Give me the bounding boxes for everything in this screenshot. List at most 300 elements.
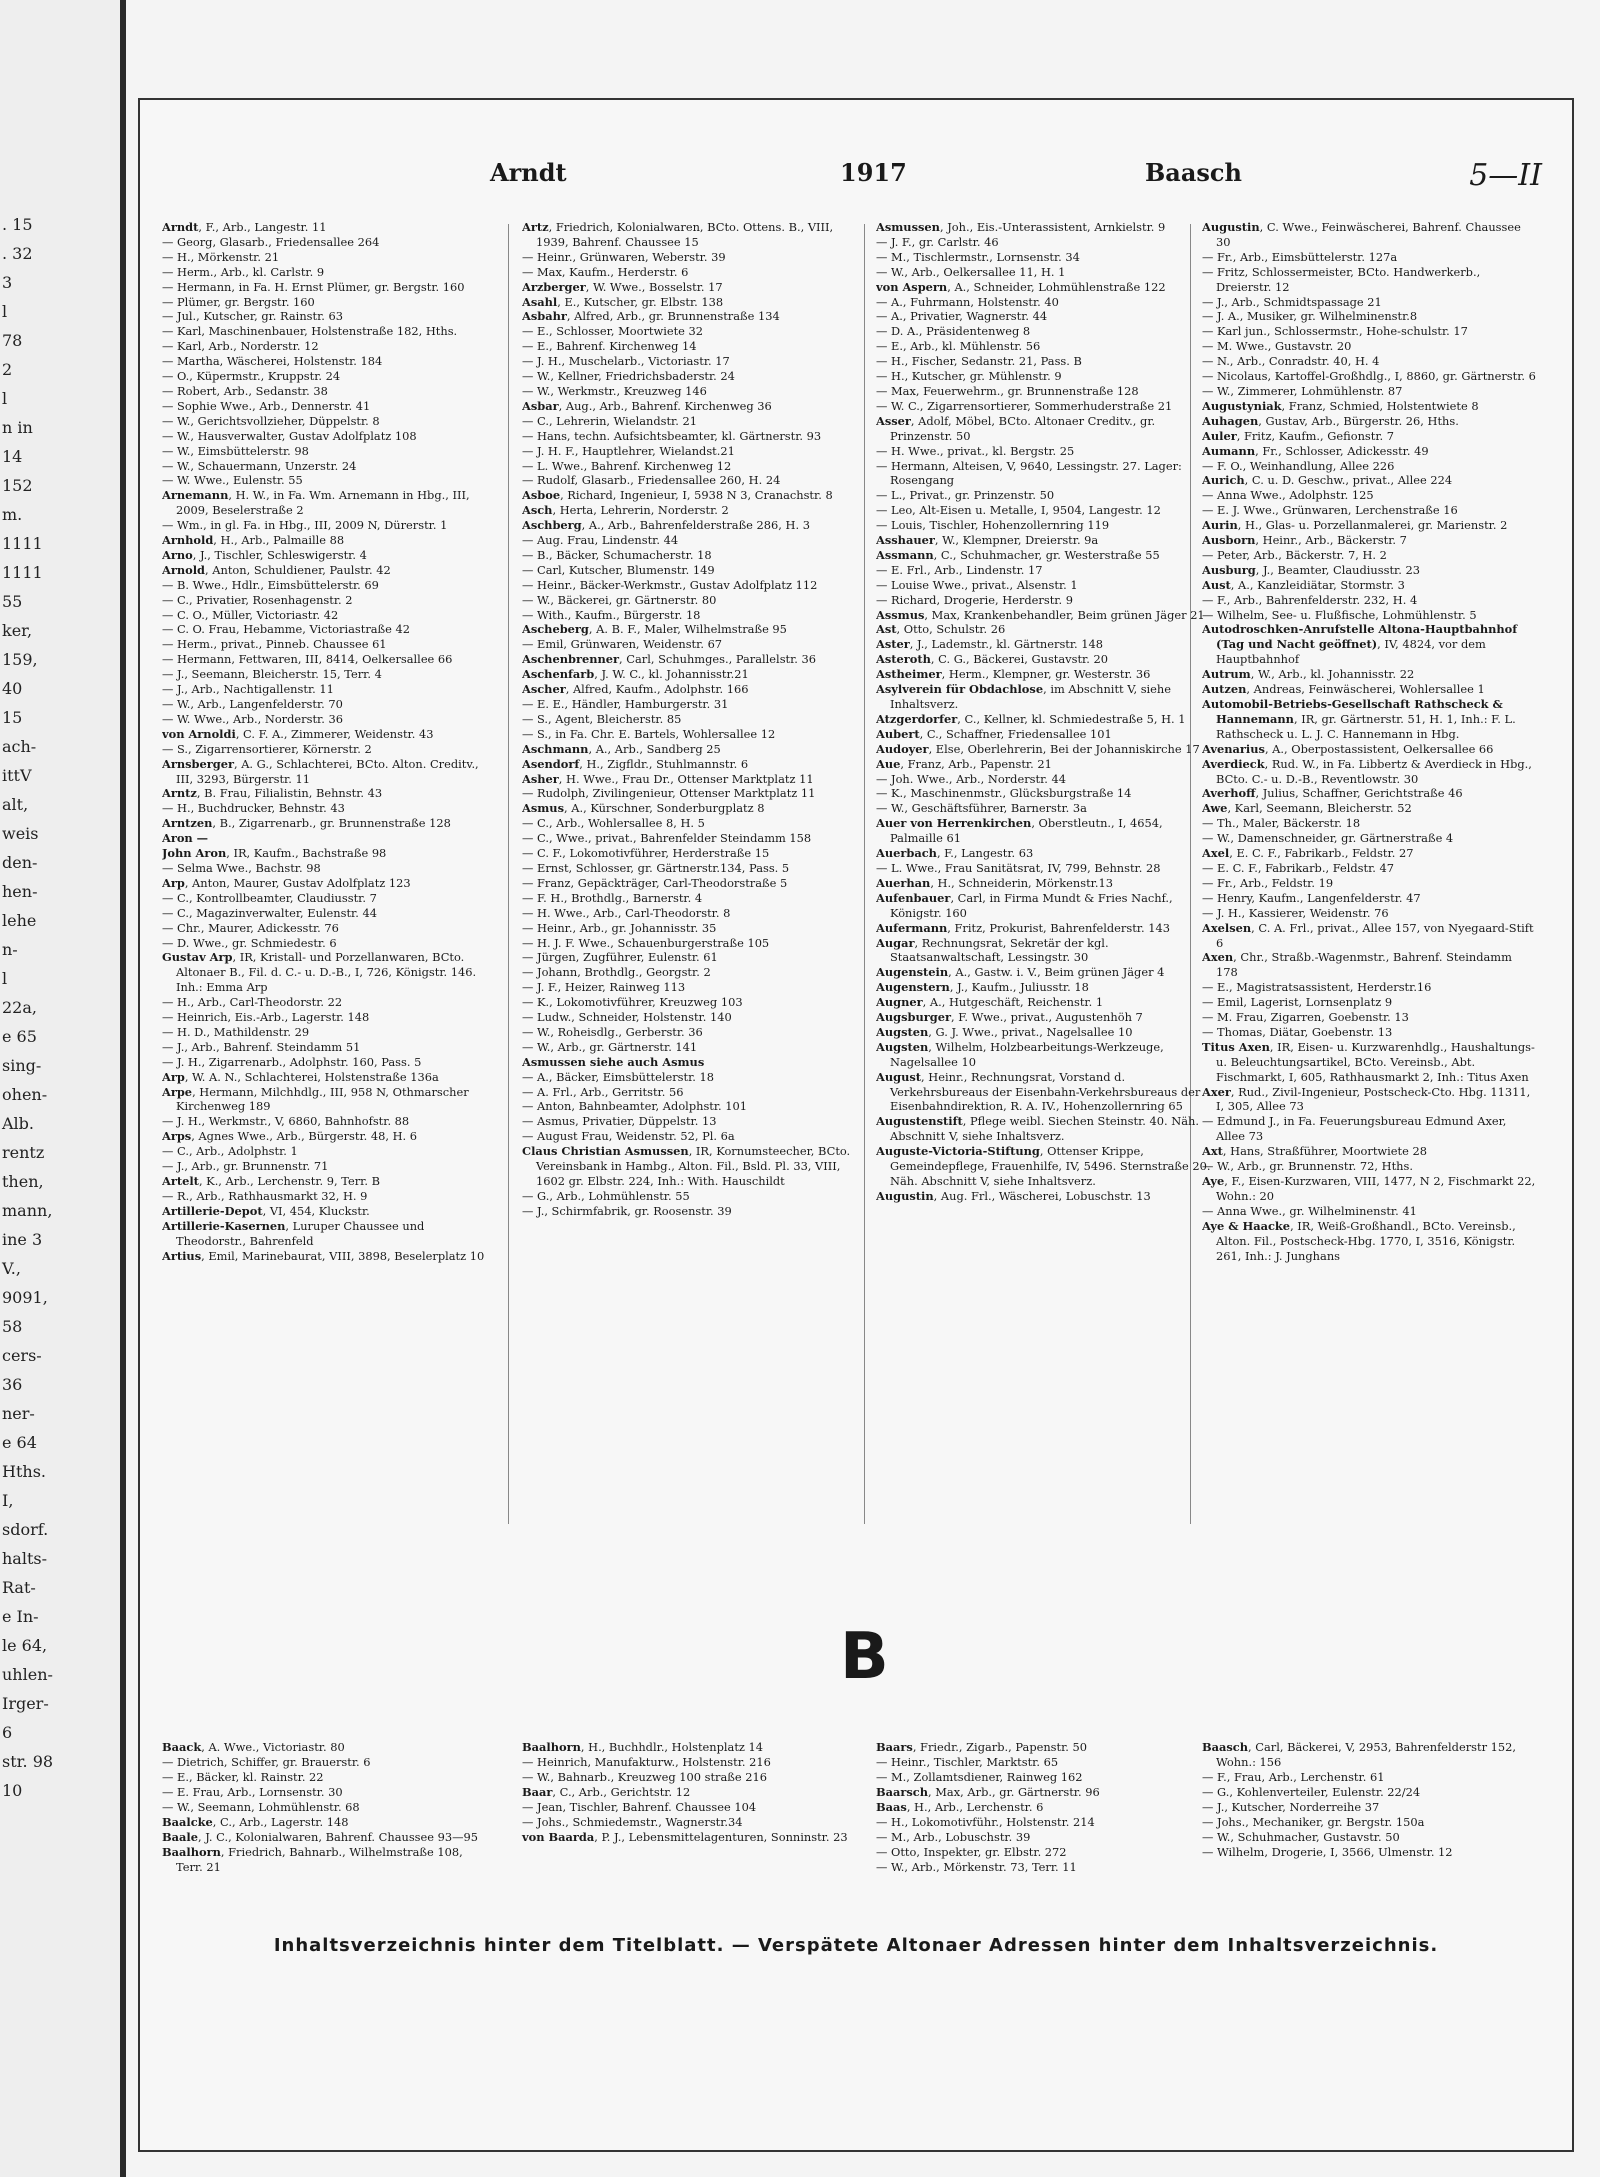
directory-entry: Claus Christian Asmussen, IR, Kornumsteecher, BCto. Vereinsbank in Hambg., Alton. Fil., Bsld. Pl. 33, VIII, 1602 gr. Elbstr. 224, Inh.: With. Hauschildt <box>522 1144 851 1188</box>
directory-entry: — Aug. Frau, Lindenstr. 44 <box>522 533 679 548</box>
directory-entry: — E. Frau, Arb., Lornsenstr. 30 <box>162 1785 343 1799</box>
directory-entry: — W. Wwe., Eulenstr. 55 <box>162 473 303 488</box>
directory-entry: Auhagen, Gustav, Arb., Bürgerstr. 26, Hths. <box>1202 413 1459 428</box>
directory-entry: Autzen, Andreas, Feinwäscherei, Wohlersallee 1 <box>1202 682 1485 697</box>
entry-surname: Asteroth <box>876 652 931 667</box>
directory-entry: — Ernst, Schlosser, gr. Gärtnerstr.134, Pass. 5 <box>522 860 790 875</box>
directory-entry: Axel, E. C. F., Fabrikarb., Feldstr. 27 <box>1202 846 1414 861</box>
directory-entry: Arnsberger, A. G., Schlachterei, BCto. Alton. Creditv., III, 3293, Bürgerstr. 11 <box>162 756 479 786</box>
entry-surname: Autzen <box>1202 682 1247 697</box>
directory-entry: Baarsch, Max, Arb., gr. Gärtnerstr. 96 <box>876 1785 1100 1799</box>
directory-entry: Auguste-Victoria-Stiftung, Ottenser Krippe, Gemeindepflege, Frauenhilfe, IV, 5496. Sternstraße 20. Näh. Abschnitt V, siehe Inhaltsverz. <box>876 1144 1211 1188</box>
directory-entry: — L. Wwe., Bahrenf. Kirchenweg 12 <box>522 458 732 473</box>
previous-page-fragment: sdorf. <box>2 1520 49 1539</box>
directory-entry: — Hermann, Alteisen, V, 9640, Lessingstr. 27. Lager: Rosengang <box>876 458 1182 488</box>
directory-entry: — Johs., Schmiedemstr., Wagnerstr.34 <box>522 1815 743 1829</box>
directory-entry: Astheimer, Herm., Klempner, gr. Westerstr. 36 <box>876 667 1151 682</box>
directory-entry: Baars, Friedr., Zigarb., Papenstr. 50 <box>876 1740 1088 1754</box>
directory-entry: Baalcke, C., Arb., Lagerstr. 148 <box>162 1815 349 1829</box>
directory-entry: Ascher, Alfred, Kaufm., Adolphstr. 166 <box>522 682 749 697</box>
directory-entry: — Chr., Maurer, Adickesstr. 76 <box>162 920 339 935</box>
directory-entry: Aufenbauer, Carl, in Firma Mundt & Fries Nachf., Königstr. 160 <box>876 890 1173 920</box>
directory-entry: — Johs., Mechaniker, gr. Bergstr. 150a <box>1202 1815 1425 1829</box>
directory-entry: — C. F., Lokomotivführer, Herderstraße 15 <box>522 846 770 861</box>
directory-entry: — E. J. Wwe., Grünwaren, Lerchenstraße 16 <box>1202 503 1458 518</box>
directory-entry: — G., Arb., Lohmühlenstr. 55 <box>522 1188 690 1203</box>
entry-surname: Augsten <box>876 1039 929 1054</box>
previous-page-fragment: 9091, <box>2 1288 48 1307</box>
directory-entry: — Heinrich, Manufakturw., Holstenstr. 216 <box>522 1755 771 1769</box>
entry-surname: Artillerie-Kasernen <box>162 1218 286 1233</box>
previous-page-fragment: ittV <box>2 766 32 785</box>
directory-entry: Aschenfarb, J. W. C., kl. Johannisstr.21 <box>522 667 749 682</box>
entry-surname: August <box>876 1069 922 1084</box>
directory-entry: — J., Arb., Nachtigallenstr. 11 <box>162 682 334 697</box>
directory-entry: — J. H., Muschelarb., Victoriastr. 17 <box>522 354 730 369</box>
previous-page-fragment: rentz <box>2 1143 45 1162</box>
directory-entry: — Plümer, gr. Bergstr. 160 <box>162 294 315 309</box>
entry-surname: Augustenstift <box>876 1114 963 1129</box>
directory-entry: — J., Kutscher, Norderreihe 37 <box>1202 1800 1380 1814</box>
directory-entry: — Franz, Gepäckträger, Carl-Theodorstraße 5 <box>522 875 788 890</box>
page-header <box>140 158 1572 198</box>
entry-surname: Baalhorn <box>162 1845 221 1859</box>
directory-entry: — E. C. F., Fabrikarb., Feldstr. 47 <box>1202 860 1395 875</box>
directory-entry: Axelsen, C. A. Frl., privat., Allee 157, von Nyegaard-Stift 6 <box>1202 920 1534 950</box>
previous-page-fragment: 1111 <box>2 534 43 553</box>
previous-page-fragment: weis <box>2 824 39 843</box>
directory-entry: — H. J. F. Wwe., Schauenburgerstraße 105 <box>522 935 770 950</box>
directory-entry: — H., Arb., Carl-Theodorstr. 22 <box>162 995 343 1010</box>
directory-entry: Atzgerdorfer, C., Kellner, kl. Schmiedestraße 5, H. 1 <box>876 711 1186 726</box>
entries-column-1 <box>162 220 497 1490</box>
directory-entry: Aschmann, A., Arb., Sandberg 25 <box>522 741 721 756</box>
previous-page-fragment: Hths. <box>2 1462 46 1481</box>
directory-entry: — Hans, techn. Aufsichtsbeamter, kl. Gärtnerstr. 93 <box>522 428 822 443</box>
directory-entry: Aye, F., Eisen-Kurzwaren, VIII, 1477, N 2, Fischmarkt 22, Wohn.: 20 <box>1202 1174 1536 1203</box>
directory-entry: Asteroth, C. G., Bäckerei, Gustavstr. 20 <box>876 652 1108 667</box>
directory-entry <box>162 831 497 846</box>
directory-entry: — Sophie Wwe., Arb., Dennerstr. 41 <box>162 398 371 413</box>
entry-surname: Augsten <box>876 1024 929 1039</box>
entry-surname: Aufenbauer <box>876 890 951 905</box>
directory-entry: — W., Gerichtsvollzieher, Düppelstr. 8 <box>162 413 380 428</box>
entry-surname: Asher <box>522 771 559 786</box>
previous-page-fragment: hen- <box>2 882 38 901</box>
directory-entry: Aumann, Fr., Schlosser, Adickesstr. 49 <box>1202 443 1429 458</box>
previous-page-fragment: ine 3 <box>2 1230 43 1249</box>
entry-surname: Asylverein für Obdachlose <box>876 682 1044 697</box>
previous-page-fragment: uhlen- <box>2 1665 53 1684</box>
previous-page-fragment: 58 <box>2 1317 23 1336</box>
section-letter: B <box>840 1620 889 1694</box>
directory-entry: — Martha, Wäscherei, Holstenstr. 184 <box>162 354 383 369</box>
entry-surname: Arnsberger <box>162 756 234 771</box>
directory-entry: Augenstern, J., Kaufm., Juliusstr. 18 <box>876 980 1089 995</box>
entry-surname: Awe <box>1202 801 1228 816</box>
directory-entry: — With., Kaufm., Bürgerstr. 18 <box>522 607 701 622</box>
directory-entry: — Anna Wwe., gr. Wilhelminenstr. 41 <box>1202 1203 1417 1218</box>
directory-entry: — W., Eimsbüttelerstr. 98 <box>162 443 309 458</box>
header-last-name: Baasch <box>1145 158 1242 187</box>
directory-entry: — S., Agent, Bleicherstr. 85 <box>522 711 682 726</box>
directory-entry: — Heinr., Tischler, Marktstr. 65 <box>876 1755 1059 1769</box>
directory-entry: — Hermann, Fettwaren, III, 8414, Oelkersallee 66 <box>162 652 453 667</box>
directory-entry: — Louis, Tischler, Hohenzollernring 119 <box>876 518 1110 533</box>
directory-entry: — W., Roheisdlg., Gerberstr. 36 <box>522 1024 703 1039</box>
directory-entry: — C., Wwe., privat., Bahrenfelder Steindamm 158 <box>522 831 812 846</box>
directory-entry: Arnhold, H., Arb., Palmaille 88 <box>162 533 345 548</box>
entry-surname: Autodroschken-Anrufstelle Altona-Hauptbahnhof (Tag und Nacht geöffnet) <box>1202 622 1518 652</box>
directory-entry: Awe, Karl, Seemann, Bleicherstr. 52 <box>1202 801 1412 816</box>
entry-surname: Asshauer <box>876 533 935 548</box>
directory-entry: — K., Maschinenmstr., Glücksburgstraße 14 <box>876 786 1132 801</box>
directory-entry: — Nicolaus, Kartoffel-Großhdlg., I, 8860, gr. Gärtnerstr. 6 <box>1202 369 1536 384</box>
directory-entry: — E. E., Händler, Hamburgerstr. 31 <box>522 697 729 711</box>
column-divider <box>864 224 865 1524</box>
directory-entry: — W., Bäckerei, gr. Gärtnerstr. 80 <box>522 592 717 607</box>
previous-page-fragment: Rat- <box>2 1578 36 1597</box>
directory-entry: Augsten, G. J. Wwe., privat., Nagelsallee 10 <box>876 1024 1133 1039</box>
directory-entry: — E., Bäcker, kl. Rainstr. 22 <box>162 1770 324 1784</box>
previous-page-fragment: 78 <box>2 331 23 350</box>
b-entries-column-3 <box>876 1740 1206 1875</box>
directory-entry: Ascheberg, A. B. F., Maler, Wilhelmstraße 95 <box>522 622 787 637</box>
directory-entry: Augenstein, A., Gastw. i. V., Beim grünen Jäger 4 <box>876 965 1165 980</box>
previous-page-edge <box>0 0 126 2177</box>
directory-entry: — Fritz, Schlossermeister, BCto. Handwerkerb., Dreierstr. 12 <box>1202 264 1481 294</box>
directory-entry: Arp, W. A. N., Schlachterei, Holstenstraße 136a <box>162 1069 439 1084</box>
directory-entry: Aue, Franz, Arb., Papenstr. 21 <box>876 756 1052 771</box>
entry-surname: Titus Axen <box>1202 1039 1270 1054</box>
entry-surname: Ausborn <box>1202 533 1256 548</box>
directory-entry: — F., Arb., Bahrenfelderstr. 232, H. 4 <box>1202 592 1418 607</box>
entry-surname: Arzberger <box>522 279 586 294</box>
entry-surname: Aurich <box>1202 473 1245 488</box>
previous-page-fragment: 36 <box>2 1375 23 1394</box>
entry-surname: Aron — <box>162 831 209 846</box>
directory-entry: — M. Wwe., Gustavstr. 20 <box>1202 339 1352 354</box>
directory-entry: — Emil, Lagerist, Lornsenplatz 9 <box>1202 995 1393 1010</box>
entry-surname: Auerbach <box>876 846 937 861</box>
entry-surname: Asmussen siehe auch Asmus <box>522 1054 705 1069</box>
directory-entry: — F. O., Weinhandlung, Allee 226 <box>1202 458 1395 473</box>
entry-surname: Aschberg <box>522 518 582 533</box>
previous-page-fragment: sing- <box>2 1056 42 1075</box>
directory-entry: Arnemann, H. W., in Fa. Wm. Arnemann in Hbg., III, 2009, Beselerstraße 2 <box>162 488 470 518</box>
directory-entry: — J. H., Kassierer, Weidenstr. 76 <box>1202 905 1389 920</box>
directory-entry: — Wilhelm, See- u. Flußfische, Lohmühlenstr. 5 <box>1202 607 1477 622</box>
directory-entry: — Georg, Glasarb., Friedensallee 264 <box>162 234 380 249</box>
directory-entry: Gustav Arp, IR, Kristall- und Porzellanwaren, BCto. Altonaer B., Fil. d. C.- u. D.-B., I, 726, Königstr. 146. Inh.: Emma Arp <box>162 950 477 995</box>
directory-entry: — Leo, Alt-Eisen u. Metalle, I, 9504, Langestr. 12 <box>876 503 1161 518</box>
directory-entry: Asylverein für Obdachlose, im Abschnitt V, siehe Inhaltsverz. <box>876 682 1171 711</box>
directory-entry: Aster, J., Lademstr., kl. Gärtnerstr. 148 <box>876 637 1104 652</box>
entry-surname: Asser <box>876 413 911 428</box>
directory-entry: — D. A., Präsidentenweg 8 <box>876 324 1031 339</box>
directory-entry: — S., Zigarrensortierer, Körnerstr. 2 <box>162 741 372 756</box>
previous-page-fragment: l <box>2 302 8 321</box>
directory-entry: Baasch, Carl, Bäckerei, V, 2953, Bahrenfelderstr 152, Wohn.: 156 <box>1202 1740 1517 1769</box>
directory-entry: — W., Kellner, Friedrichsbaderstr. 24 <box>522 369 735 384</box>
entry-surname: Aye & Haacke <box>1202 1218 1291 1233</box>
directory-entry: — J. H., Werkmstr., V, 6860, Bahnhofstr. 88 <box>162 1114 410 1129</box>
entries-column-2 <box>522 220 857 1490</box>
entry-surname: Artelt <box>162 1174 199 1188</box>
directory-entry: — L., Privat., gr. Prinzenstr. 50 <box>876 488 1055 503</box>
directory-entry: — Max, Kaufm., Herderstr. 6 <box>522 264 689 279</box>
directory-entry: — H., Mörkenstr. 21 <box>162 249 280 264</box>
previous-page-fragment: 159, <box>2 650 38 669</box>
entry-surname: Assmann <box>876 547 934 562</box>
directory-entry: — W., Bahnarb., Kreuzweg 100 straße 216 <box>522 1770 767 1784</box>
directory-entry: — Karl, Arb., Norderstr. 12 <box>162 339 319 354</box>
directory-entry: — Dietrich, Schiffer, gr. Brauerstr. 6 <box>162 1755 371 1769</box>
directory-entry: — M., Arb., Lobuschstr. 39 <box>876 1830 1031 1844</box>
directory-entry: — N., Arb., Conradstr. 40, H. 4 <box>1202 354 1380 369</box>
directory-entry: Baas, H., Arb., Lerchenstr. 6 <box>876 1800 1044 1814</box>
entry-surname: Gustav Arp <box>162 950 233 965</box>
previous-page-fragment: alt, <box>2 795 29 814</box>
entry-surname: Aschmann <box>522 741 589 756</box>
previous-page-fragment: halts- <box>2 1549 48 1568</box>
previous-page-fragment: ner- <box>2 1404 35 1423</box>
directory-entry: Augustin, C. Wwe., Feinwäscherei, Bahrenf. Chaussee 30 <box>1202 220 1521 249</box>
directory-entry: — W., Zimmerer, Lohmühlenstr. 87 <box>1202 383 1403 398</box>
directory-entry: — J. H., Zigarrenarb., Adolphstr. 160, Pass. 5 <box>162 1054 422 1069</box>
directory-entry: — Louise Wwe., privat., Alsenstr. 1 <box>876 577 1078 592</box>
directory-entry: — W., Damenschneider, gr. Gärtnerstraße 4 <box>1202 831 1454 846</box>
entry-surname: Aschenfarb <box>522 667 595 682</box>
directory-entry: Asbahr, Alfred, Arb., gr. Brunnenstraße 134 <box>522 309 780 324</box>
directory-entry: Baack, A. Wwe., Victoriastr. 80 <box>162 1740 345 1754</box>
directory-entry: Avenarius, A., Oberpostassistent, Oelkersallee 66 <box>1202 741 1494 756</box>
directory-entry: — A., Privatier, Wagnerstr. 44 <box>876 309 1048 324</box>
entry-surname: Claus Christian Asmussen <box>522 1144 689 1159</box>
directory-entry: — K., Lokomotivführer, Kreuzweg 103 <box>522 995 743 1010</box>
entry-surname: Avenarius <box>1202 741 1265 756</box>
entry-surname: Aubert <box>876 726 920 741</box>
directory-entry: — August Frau, Weidenstr. 52, Pl. 6a <box>522 1129 735 1144</box>
directory-page <box>138 98 1574 2152</box>
directory-entry: Augar, Rechnungsrat, Sekretär der kgl. Staatsanwaltschaft, Lessingstr. 30 <box>876 935 1109 965</box>
entry-surname: Axel <box>1202 846 1230 861</box>
directory-entry: — W., Arb., gr. Brunnenstr. 72, Hths. <box>1202 1159 1413 1174</box>
directory-entry: Aubert, C., Schaffner, Friedensallee 101 <box>876 726 1112 741</box>
entry-surname: Augsburger <box>876 1010 951 1025</box>
directory-entry: — Anton, Bahnbeamter, Adolphstr. 101 <box>522 1099 748 1114</box>
entry-surname: Atzgerdorfer <box>876 711 958 726</box>
entry-surname: Augustin <box>876 1188 934 1203</box>
previous-page-fragment: m. <box>2 505 23 524</box>
entry-surname: Augar <box>876 935 915 950</box>
directory-entry: Artz, Friedrich, Kolonialwaren, BCto. Ottens. B., VIII, 1939, Bahrenf. Chaussee 15 <box>522 220 834 249</box>
directory-entry: — A., Fuhrmann, Holstenstr. 40 <box>876 294 1059 309</box>
directory-entry: — F., Frau, Arb., Lerchenstr. 61 <box>1202 1770 1385 1784</box>
directory-entry: — Th., Maler, Bäckerstr. 18 <box>1202 816 1361 831</box>
entry-surname: Arnold <box>162 562 206 577</box>
entry-surname: Asmus <box>522 801 564 816</box>
previous-page-fragment: n in <box>2 418 33 437</box>
directory-entry: — Fr., Arb., Feldstr. 19 <box>1202 875 1334 890</box>
directory-entry: Asendorf, H., Zigfldr., Stuhlmannstr. 6 <box>522 756 749 771</box>
directory-entry: Ausburg, J., Beamter, Claudiusstr. 23 <box>1202 562 1420 577</box>
b-entries-column-4 <box>1202 1740 1532 1860</box>
directory-entry: — Joh. Wwe., Arb., Norderstr. 44 <box>876 771 1066 786</box>
directory-entry: — D. Wwe., gr. Schmiedestr. 6 <box>162 935 337 950</box>
entry-surname: Auhagen <box>1202 413 1259 428</box>
entry-surname: Axelsen <box>1202 920 1252 935</box>
entry-surname: Aumann <box>1202 443 1256 458</box>
previous-page-fragment: le 64, <box>2 1636 48 1655</box>
directory-entry: Arps, Agnes Wwe., Arb., Bürgerstr. 48, H. 6 <box>162 1129 418 1144</box>
directory-entry: Asser, Adolf, Möbel, BCto. Altonaer Creditv., gr. Prinzenstr. 50 <box>876 413 1156 443</box>
directory-entry: — Robert, Arb., Sedanstr. 38 <box>162 383 328 398</box>
previous-page-fragment: lehe <box>2 911 37 930</box>
directory-entry: Ausborn, Heinr., Arb., Bäckerstr. 7 <box>1202 533 1407 548</box>
directory-entry: — Jürgen, Zugführer, Eulenstr. 61 <box>522 950 718 965</box>
directory-entry: — E., Bahrenf. Kirchenweg 14 <box>522 339 697 354</box>
entry-surname: Arndt <box>162 220 199 234</box>
directory-entry: — W. C., Zigarrensortierer, Sommerhuderstraße 21 <box>876 398 1173 413</box>
directory-entry: — C., Privatier, Rosenhagenstr. 2 <box>162 592 353 607</box>
directory-entry: — L. Wwe., Frau Sanitätsrat, IV, 799, Behnstr. 28 <box>876 860 1161 875</box>
directory-entry: — E. Frl., Arb., Lindenstr. 17 <box>876 562 1043 577</box>
entry-surname: Assmus <box>876 607 925 622</box>
entry-surname: Ascher <box>522 682 566 697</box>
entry-surname: Autrum <box>1202 667 1251 682</box>
directory-entry: — H. Wwe., privat., kl. Bergstr. 25 <box>876 443 1075 458</box>
previous-page-fragment: den- <box>2 853 38 872</box>
entry-surname: Arnemann <box>162 488 229 503</box>
directory-entry: — H. Wwe., Arb., Carl-Theodorstr. 8 <box>522 905 731 920</box>
directory-entry: Axer, Rud., Zivil-Ingenieur, Postscheck-Cto. Hbg. 11311, I, 305, Allee 73 <box>1202 1084 1531 1114</box>
directory-entry: Artillerie-Depot, VI, 454, Kluckstr. <box>162 1203 370 1218</box>
directory-entry: Aschberg, A., Arb., Bahrenfelderstraße 286, H. 3 <box>522 518 810 533</box>
entries-column-3 <box>876 220 1211 1490</box>
directory-entry: — B. Wwe., Hdlr., Eimsbüttelerstr. 69 <box>162 577 379 592</box>
directory-entry: — W., Geschäftsführer, Barnerstr. 3a <box>876 801 1087 816</box>
directory-entry: — S., in Fa. Chr. E. Bartels, Wohlersallee 12 <box>522 726 776 741</box>
directory-entry: — E., Arb., kl. Mühlenstr. 56 <box>876 339 1041 354</box>
directory-entry: — Richard, Drogerie, Herderstr. 9 <box>876 592 1073 607</box>
entry-surname: Asboe <box>522 488 561 503</box>
directory-entry: Aurin, H., Glas- u. Porzellanmalerei, gr. Marienstr. 2 <box>1202 518 1508 533</box>
previous-page-fragment: Alb. <box>2 1114 34 1133</box>
directory-entry: — H., Buchdrucker, Behnstr. 43 <box>162 801 345 816</box>
directory-entry: — J., Arb., Bahrenf. Steindamm 51 <box>162 1039 361 1054</box>
entry-surname: Baale <box>162 1830 198 1844</box>
directory-entry <box>522 1055 857 1070</box>
directory-entry: Auler, Fritz, Kaufm., Gefionstr. 7 <box>1202 428 1395 443</box>
directory-entry: — H. D., Mathildenstr. 29 <box>162 1024 310 1039</box>
directory-entry: — Rudolph, Zivilingenieur, Ottenser Marktplatz 11 <box>522 786 816 801</box>
entry-surname: Baasch <box>1202 1740 1249 1754</box>
directory-entry: — J. F., gr. Carlstr. 46 <box>876 234 999 249</box>
entry-surname: Artillerie-Depot <box>162 1203 263 1218</box>
directory-entry: — G., Kohlenverteiler, Eulenstr. 22/24 <box>1202 1785 1421 1799</box>
directory-entry: — R., Arb., Rathhausmarkt 32, H. 9 <box>162 1188 368 1203</box>
directory-entry: — W., Seemann, Lohmühlenstr. 68 <box>162 1800 360 1814</box>
directory-entry: Asmus, A., Kürschner, Sonderburgplatz 8 <box>522 801 765 816</box>
previous-page-fragment: . 32 <box>2 244 33 263</box>
previous-page-fragment: 55 <box>2 592 23 611</box>
column-divider <box>508 224 509 1524</box>
entry-surname: Auer von Herrenkirchen <box>876 816 1032 831</box>
directory-entry: — Otto, Inspekter, gr. Elbstr. 272 <box>876 1845 1067 1859</box>
directory-entry: — C., Kontrollbeamter, Claudiusstr. 7 <box>162 890 377 905</box>
directory-entry: — A., Bäcker, Eimsbüttelerstr. 18 <box>522 1069 715 1084</box>
page-number: 5—II <box>1469 158 1542 193</box>
directory-entry: — C. O. Frau, Hebamme, Victoriastraße 42 <box>162 622 411 637</box>
directory-entry: Auer von Herrenkirchen, Oberstleutn., I, 4654, Palmaille 61 <box>876 816 1163 846</box>
previous-page-fragment: I, <box>2 1491 14 1510</box>
entry-surname: Augenstein <box>876 965 949 980</box>
entry-surname: Auler <box>1202 428 1237 443</box>
directory-entry: Baale, J. C., Kolonialwaren, Bahrenf. Chaussee 93—95 <box>162 1830 479 1844</box>
directory-entry: Assmus, Max, Krankenbehandler, Beim grünen Jäger 21 <box>876 607 1205 622</box>
directory-entry: Arp, Anton, Maurer, Gustav Adolfplatz 123 <box>162 875 411 890</box>
directory-entry: — J., Arb., gr. Brunnenstr. 71 <box>162 1159 329 1174</box>
page-footer: Inhaltsverzeichnis hinter dem Titelblatt. — Verspätete Altonaer Adressen hinter dem Inhaltsverzeichnis. <box>273 1935 1439 1956</box>
directory-entry: — Asmus, Privatier, Düppelstr. 13 <box>522 1114 717 1129</box>
entry-surname: Asch <box>522 503 553 518</box>
previous-page-fragment: mann, <box>2 1201 53 1220</box>
entry-surname: Auguste-Victoria-Stiftung <box>876 1144 1040 1159</box>
directory-entry: Baalhorn, Friedrich, Bahnarb., Wilhelmstraße 108, Terr. 21 <box>162 1845 463 1874</box>
directory-entry: — Wilhelm, Drogerie, I, 3566, Ulmenstr. 12 <box>1202 1845 1453 1859</box>
directory-entry: — Selma Wwe., Bachstr. 98 <box>162 860 321 875</box>
directory-entry: — Max, Feuerwehrm., gr. Brunnenstraße 128 <box>876 383 1139 398</box>
directory-entry: — Johann, Brothdlg., Georgstr. 2 <box>522 965 711 980</box>
entry-surname: von Arnoldi <box>162 726 236 741</box>
directory-entry: Automobil-Betriebs-Gesellschaft Rathscheck & Hannemann, IR, gr. Gärtnerstr. 51, H. 1, Inh.: F. L. Rathscheck u. L. J. C. Hannemann in Hbg. <box>1202 697 1516 741</box>
directory-entry: — Fr., Arb., Eimsbüttelerstr. 127a <box>1202 249 1398 264</box>
directory-entry: — F. H., Brothdlg., Barnerstr. 4 <box>522 890 703 905</box>
previous-page-fragment: then, <box>2 1172 44 1191</box>
directory-entry: Aufermann, Fritz, Prokurist, Bahrenfelderstr. 143 <box>876 920 1170 935</box>
directory-entry: von Baarda, P. J., Lebensmittelagenturen, Sonninstr. 23 <box>522 1830 848 1844</box>
previous-page-fragment: 15 <box>2 708 23 727</box>
directory-entry: — Heinr., Arb., gr. Johannisstr. 35 <box>522 920 717 935</box>
directory-entry: — Henry, Kaufm., Langenfelderstr. 47 <box>1202 890 1421 905</box>
entry-surname: Arntzen <box>162 816 213 831</box>
directory-entry: Auerbach, F., Langestr. 63 <box>876 846 1034 861</box>
directory-entry: — Ludw., Schneider, Holstenstr. 140 <box>522 1010 732 1025</box>
directory-entry: — M., Tischlermstr., Lornsenstr. 34 <box>876 249 1080 264</box>
entry-surname: Aufermann <box>876 920 948 935</box>
entries-column-4 <box>1202 220 1537 1490</box>
entry-surname: Baalcke <box>162 1815 213 1829</box>
directory-entry: von Aspern, A., Schneider, Lohmühlenstraße 122 <box>876 279 1166 294</box>
previous-page-fragment: 10 <box>2 1781 23 1800</box>
directory-entry: Augner, A., Hutgeschäft, Reichenstr. 1 <box>876 995 1104 1010</box>
directory-entry: Arndt, F., Arb., Langestr. 11 <box>162 220 327 234</box>
directory-entry: — Karl, Maschinenbauer, Holstenstraße 182, Hths. <box>162 324 458 339</box>
previous-page-fragment: ker, <box>2 621 33 640</box>
directory-entry: Asmussen, Joh., Eis.-Unterassistent, Arnkielstr. 9 <box>876 220 1166 234</box>
entry-surname: Arp <box>162 875 185 890</box>
directory-entry: — H., Kutscher, gr. Mühlenstr. 9 <box>876 369 1062 384</box>
entry-surname: Baalhorn <box>522 1740 581 1754</box>
entry-surname: Arntz <box>162 786 197 801</box>
header-year: 1917 <box>840 158 907 187</box>
directory-entry: Augsburger, F. Wwe., privat., Augustenhöh 7 <box>876 1010 1143 1025</box>
directory-entry: — Peter, Arb., Bäckerstr. 7, H. 2 <box>1202 547 1387 562</box>
entry-surname: Augner <box>876 995 923 1010</box>
directory-entry: Asshauer, W., Klempner, Dreierstr. 9a <box>876 533 1099 548</box>
directory-entry: Arno, J., Tischler, Schleswigerstr. 4 <box>162 547 367 562</box>
